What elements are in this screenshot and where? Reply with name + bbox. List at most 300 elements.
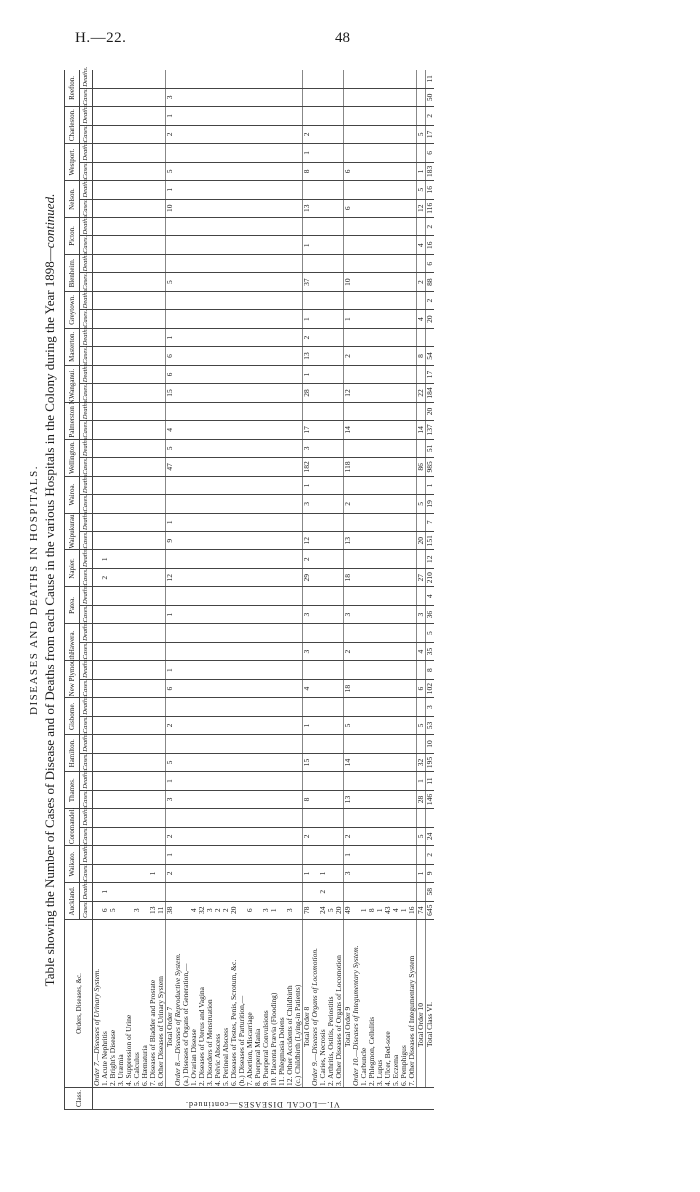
cell-cases: [238, 495, 246, 513]
cell-cases: [278, 384, 286, 402]
cell-deaths: [182, 144, 190, 162]
cell-cases: [384, 199, 392, 217]
cell-cases: [206, 88, 214, 106]
cell-cases: [206, 421, 214, 439]
cell-deaths: [206, 291, 214, 309]
cell-deaths: [400, 661, 408, 679]
cell-deaths: [352, 587, 360, 605]
cell-deaths: [384, 328, 392, 346]
cell-cases: [254, 753, 262, 771]
cell-cases: [352, 495, 360, 513]
cell-deaths: [360, 661, 368, 679]
cell-cases: [182, 458, 190, 476]
cell-deaths: [198, 809, 206, 827]
cell-cases: [198, 310, 206, 328]
cell-cases: [182, 199, 190, 217]
cell-cases: [149, 421, 157, 439]
cell-deaths: [392, 513, 400, 531]
cell-deaths: [319, 181, 327, 199]
cell-cases: [214, 753, 222, 771]
cell-deaths: [262, 476, 270, 494]
col-deaths: Deaths.: [80, 365, 93, 383]
cell-deaths: [133, 328, 141, 346]
cell-deaths: [352, 513, 360, 531]
cell-deaths: [392, 698, 400, 716]
cell-cases: [117, 495, 125, 513]
cell-deaths: [117, 587, 125, 605]
cell-deaths: [335, 254, 344, 272]
cell-deaths: [392, 587, 400, 605]
cell-cases: 15: [166, 384, 175, 402]
cell-deaths: 7: [426, 513, 435, 531]
cell-deaths: [294, 402, 303, 420]
row-label: 8. Puerperal Mania: [254, 920, 262, 1088]
cell-cases: [262, 568, 270, 586]
cell-deaths: [262, 181, 270, 199]
cell-deaths: [392, 70, 400, 88]
cell-cases: [117, 605, 125, 623]
cell-cases: [101, 495, 109, 513]
cell-cases: [174, 532, 182, 550]
cell-deaths: [384, 624, 392, 642]
cell-cases: [141, 458, 149, 476]
cell-cases: [93, 384, 102, 402]
cell-cases: 15: [303, 753, 312, 771]
col-deaths: Deaths.: [80, 587, 93, 605]
cell-deaths: [206, 846, 214, 864]
cell-cases: [93, 790, 102, 808]
cell-deaths: [278, 624, 286, 642]
cell-deaths: 1: [303, 144, 312, 162]
cell-deaths: [230, 883, 238, 901]
cell-deaths: [344, 291, 353, 309]
cell-deaths: [133, 809, 141, 827]
cell-deaths: [222, 846, 230, 864]
cell-cases: [246, 716, 254, 734]
cell-deaths: [303, 181, 312, 199]
cell-deaths: [286, 661, 294, 679]
cell-cases: [222, 568, 230, 586]
cell-deaths: [368, 809, 376, 827]
cell-deaths: [352, 291, 360, 309]
cell-deaths: [294, 698, 303, 716]
cell-cases: [214, 716, 222, 734]
cell-cases: [262, 679, 270, 697]
cell-cases: [182, 88, 190, 106]
cell-cases: [319, 236, 327, 254]
cell-deaths: [198, 661, 206, 679]
cell-deaths: [335, 550, 344, 568]
cell-cases: [182, 347, 190, 365]
cell-cases: [360, 753, 368, 771]
cell-cases: [319, 753, 327, 771]
cell-deaths: [360, 107, 368, 125]
cell-deaths: [238, 846, 246, 864]
cell-cases: 2: [166, 827, 175, 845]
row-label: 2. Diseases of Uterus and Vagina: [198, 920, 206, 1088]
cell-cases: 645: [426, 901, 435, 919]
col-cases: Cases.: [80, 716, 93, 734]
cell-cases: [352, 532, 360, 550]
cell-deaths: [230, 809, 238, 827]
cell-cases: [101, 605, 109, 623]
cell-cases: [174, 642, 182, 660]
cell-cases: [93, 199, 102, 217]
cell-cases: [174, 716, 182, 734]
cell-deaths: [368, 661, 376, 679]
table-row: [408, 70, 417, 1110]
cell-cases: [400, 642, 408, 660]
cell-cases: [93, 679, 102, 697]
cell-deaths: [246, 735, 254, 753]
cell-cases: [392, 384, 400, 402]
cell-deaths: [125, 365, 133, 383]
cell-cases: [352, 864, 360, 882]
cell-deaths: [254, 107, 262, 125]
cell-deaths: [117, 70, 125, 88]
cell-deaths: [408, 698, 417, 716]
cell-cases: [214, 532, 222, 550]
cell-deaths: [344, 107, 353, 125]
cell-deaths: [198, 328, 206, 346]
cell-cases: [174, 88, 182, 106]
cell-cases: [230, 421, 238, 439]
cell-deaths: [246, 883, 254, 901]
cell-cases: [222, 864, 230, 882]
cell-deaths: [392, 402, 400, 420]
cell-cases: [174, 864, 182, 882]
cell-deaths: [352, 846, 360, 864]
cell-cases: [246, 384, 254, 402]
cell-cases: [190, 236, 198, 254]
row-label: 7. Abortion, Miscarriage: [246, 920, 254, 1088]
cell-cases: [294, 88, 303, 106]
cell-cases: [149, 495, 157, 513]
cell-cases: [125, 88, 133, 106]
cell-deaths: 1: [417, 772, 426, 790]
cell-deaths: [327, 107, 335, 125]
cell-cases: [392, 716, 400, 734]
cell-cases: [327, 199, 335, 217]
cell-cases: 20: [335, 901, 344, 919]
cell-cases: [149, 827, 157, 845]
cell-cases: [400, 88, 408, 106]
cell-deaths: [384, 772, 392, 790]
cell-deaths: [174, 70, 182, 88]
cell-cases: [246, 532, 254, 550]
cell-deaths: [206, 735, 214, 753]
cell-cases: [360, 605, 368, 623]
cell-deaths: [190, 439, 198, 457]
cell-deaths: [368, 70, 376, 88]
cell-deaths: [174, 513, 182, 531]
cell-cases: [198, 88, 206, 106]
cell-deaths: [319, 328, 327, 346]
cell-deaths: [327, 476, 335, 494]
cell-cases: [182, 716, 190, 734]
cell-cases: [182, 605, 190, 623]
cell-cases: [246, 568, 254, 586]
cell-cases: [133, 827, 141, 845]
cell-cases: 5: [327, 901, 335, 919]
cell-cases: [133, 273, 141, 291]
col-hospital: Coromandel.: [65, 809, 80, 846]
cell-deaths: [344, 772, 353, 790]
cell-deaths: [352, 439, 360, 457]
cell-cases: [198, 162, 206, 180]
cell-deaths: [368, 218, 376, 236]
cell-cases: [141, 384, 149, 402]
cell-deaths: [149, 365, 157, 383]
cell-deaths: [214, 476, 222, 494]
cell-deaths: [238, 735, 246, 753]
cell-cases: [230, 88, 238, 106]
cell-deaths: [408, 846, 417, 864]
col-cases: Cases.: [80, 605, 93, 623]
cell-deaths: [294, 587, 303, 605]
cell-deaths: [182, 661, 190, 679]
cell-cases: [222, 88, 230, 106]
cell-deaths: [254, 513, 262, 531]
cell-cases: [327, 495, 335, 513]
cell-cases: 184: [426, 384, 435, 402]
cell-cases: [117, 642, 125, 660]
cell-cases: [311, 495, 319, 513]
cell-cases: 102: [426, 679, 435, 697]
cell-deaths: 16: [426, 181, 435, 199]
cell-deaths: [125, 107, 133, 125]
cell-cases: [109, 458, 117, 476]
cell-deaths: [392, 846, 400, 864]
cell-deaths: 1: [101, 883, 109, 901]
cell-deaths: [254, 846, 262, 864]
cell-cases: [109, 642, 117, 660]
cell-cases: 29: [303, 568, 312, 586]
cell-deaths: [311, 328, 319, 346]
cell-cases: [125, 458, 133, 476]
cell-cases: [278, 642, 286, 660]
cell-cases: [174, 605, 182, 623]
row-label: Order 10.—Diseases of Integumentary System.: [352, 920, 360, 1088]
cell-deaths: [109, 218, 117, 236]
cell-cases: [230, 310, 238, 328]
cell-deaths: [352, 550, 360, 568]
cell-cases: 1: [166, 605, 175, 623]
cell-deaths: [246, 144, 254, 162]
cell-cases: 13: [344, 532, 353, 550]
cell-deaths: [109, 661, 117, 679]
row-label: Order 8.—Diseases of Reproductive System.: [174, 920, 182, 1088]
cell-cases: [125, 125, 133, 143]
col-cases: Cases.: [80, 568, 93, 586]
cell-cases: [360, 827, 368, 845]
cell-cases: [230, 384, 238, 402]
cell-cases: [174, 384, 182, 402]
row-label: 12. Other Accidents of Childbirth: [286, 920, 294, 1088]
cell-cases: [352, 790, 360, 808]
cell-cases: [384, 495, 392, 513]
table-title: [42, 70, 58, 1110]
cell-cases: [311, 310, 319, 328]
cell-deaths: [214, 328, 222, 346]
cell-deaths: [141, 735, 149, 753]
cell-cases: [206, 642, 214, 660]
cell-deaths: [270, 772, 278, 790]
cell-cases: [206, 495, 214, 513]
cell-cases: [278, 605, 286, 623]
cell-deaths: [344, 365, 353, 383]
cell-deaths: [198, 181, 206, 199]
cell-deaths: [174, 772, 182, 790]
cell-deaths: [254, 181, 262, 199]
cell-deaths: [214, 107, 222, 125]
cell-cases: [214, 864, 222, 882]
cell-cases: [206, 125, 214, 143]
cell-deaths: [303, 624, 312, 642]
cell-deaths: [190, 254, 198, 272]
cell-cases: [133, 605, 141, 623]
col-hospital: New Plymouth.: [65, 661, 80, 698]
cell-deaths: [352, 218, 360, 236]
cell-cases: [376, 605, 384, 623]
cell-deaths: [270, 624, 278, 642]
cell-cases: [117, 421, 125, 439]
cell-deaths: [206, 550, 214, 568]
cell-cases: 1: [319, 864, 327, 882]
cell-cases: [278, 827, 286, 845]
cell-cases: [376, 310, 384, 328]
cell-deaths: [335, 883, 344, 901]
cell-deaths: [278, 107, 286, 125]
cell-cases: [319, 199, 327, 217]
cell-deaths: [262, 218, 270, 236]
cell-deaths: [101, 624, 109, 642]
cell-cases: [117, 568, 125, 586]
cell-cases: [254, 864, 262, 882]
cell-cases: 22: [417, 384, 426, 402]
col-hospital: Waikato.: [65, 846, 80, 883]
cell-deaths: [174, 698, 182, 716]
cell-cases: [368, 495, 376, 513]
cell-deaths: [400, 107, 408, 125]
cell-deaths: [352, 365, 360, 383]
cell-cases: [344, 88, 353, 106]
cell-deaths: [141, 624, 149, 642]
cell-cases: [182, 162, 190, 180]
cell-cases: [133, 458, 141, 476]
cell-deaths: [117, 624, 125, 642]
cell-cases: [286, 642, 294, 660]
cell-cases: [190, 310, 198, 328]
cell-cases: [198, 568, 206, 586]
cell-cases: [190, 716, 198, 734]
cell-cases: [238, 273, 246, 291]
cell-cases: 4: [417, 236, 426, 254]
cell-deaths: [246, 218, 254, 236]
col-deaths: Deaths.: [80, 846, 93, 864]
cell-deaths: [133, 291, 141, 309]
cell-deaths: [141, 439, 149, 457]
cell-deaths: [335, 218, 344, 236]
cell-deaths: [117, 291, 125, 309]
cell-cases: [286, 458, 294, 476]
cell-cases: [109, 753, 117, 771]
cell-cases: [254, 125, 262, 143]
col-deaths: Deaths.: [80, 291, 93, 309]
cell-deaths: [133, 476, 141, 494]
table-row: [426, 70, 435, 1110]
cell-deaths: [319, 772, 327, 790]
cell-deaths: [368, 328, 376, 346]
cell-deaths: [133, 107, 141, 125]
cell-cases: [286, 790, 294, 808]
cell-deaths: 6: [426, 254, 435, 272]
row-label: 6. Hæmaturia: [141, 920, 149, 1088]
cell-cases: [400, 162, 408, 180]
cell-cases: [368, 458, 376, 476]
cell-deaths: [141, 218, 149, 236]
cell-deaths: [376, 883, 384, 901]
cell-deaths: [384, 365, 392, 383]
cell-cases: 8: [303, 162, 312, 180]
cell-cases: [93, 864, 102, 882]
cell-cases: [141, 790, 149, 808]
cell-deaths: 1: [166, 513, 175, 531]
cell-deaths: [93, 181, 102, 199]
cell-cases: 12: [303, 532, 312, 550]
cell-cases: [230, 236, 238, 254]
cell-deaths: [101, 365, 109, 383]
cell-deaths: [141, 402, 149, 420]
cell-cases: 16: [408, 901, 417, 919]
cell-deaths: [311, 513, 319, 531]
cell-deaths: [230, 328, 238, 346]
col-cases: Cases.: [80, 125, 93, 143]
cell-deaths: [190, 218, 198, 236]
cell-cases: 182: [303, 458, 312, 476]
cell-cases: [109, 495, 117, 513]
cell-deaths: [141, 698, 149, 716]
cell-deaths: [109, 476, 117, 494]
cell-deaths: [254, 772, 262, 790]
cell-deaths: [133, 402, 141, 420]
cell-deaths: [344, 587, 353, 605]
cell-deaths: [109, 809, 117, 827]
cell-deaths: [311, 846, 319, 864]
cell-deaths: [392, 439, 400, 457]
cell-deaths: [174, 328, 182, 346]
cell-deaths: [101, 254, 109, 272]
cell-deaths: [294, 772, 303, 790]
cell-deaths: [392, 476, 400, 494]
cell-cases: 19: [426, 495, 435, 513]
cell-deaths: [133, 365, 141, 383]
cell-deaths: [384, 550, 392, 568]
cell-cases: [360, 679, 368, 697]
cell-deaths: [222, 883, 230, 901]
cell-deaths: [174, 107, 182, 125]
cell-cases: [270, 679, 278, 697]
cell-deaths: [319, 846, 327, 864]
cell-cases: [101, 532, 109, 550]
cell-cases: [368, 236, 376, 254]
cell-deaths: [286, 328, 294, 346]
cell-deaths: [222, 735, 230, 753]
cell-deaths: [327, 328, 335, 346]
cell-deaths: [344, 218, 353, 236]
cell-deaths: [400, 328, 408, 346]
col-hospital: Charleston.: [65, 107, 80, 144]
